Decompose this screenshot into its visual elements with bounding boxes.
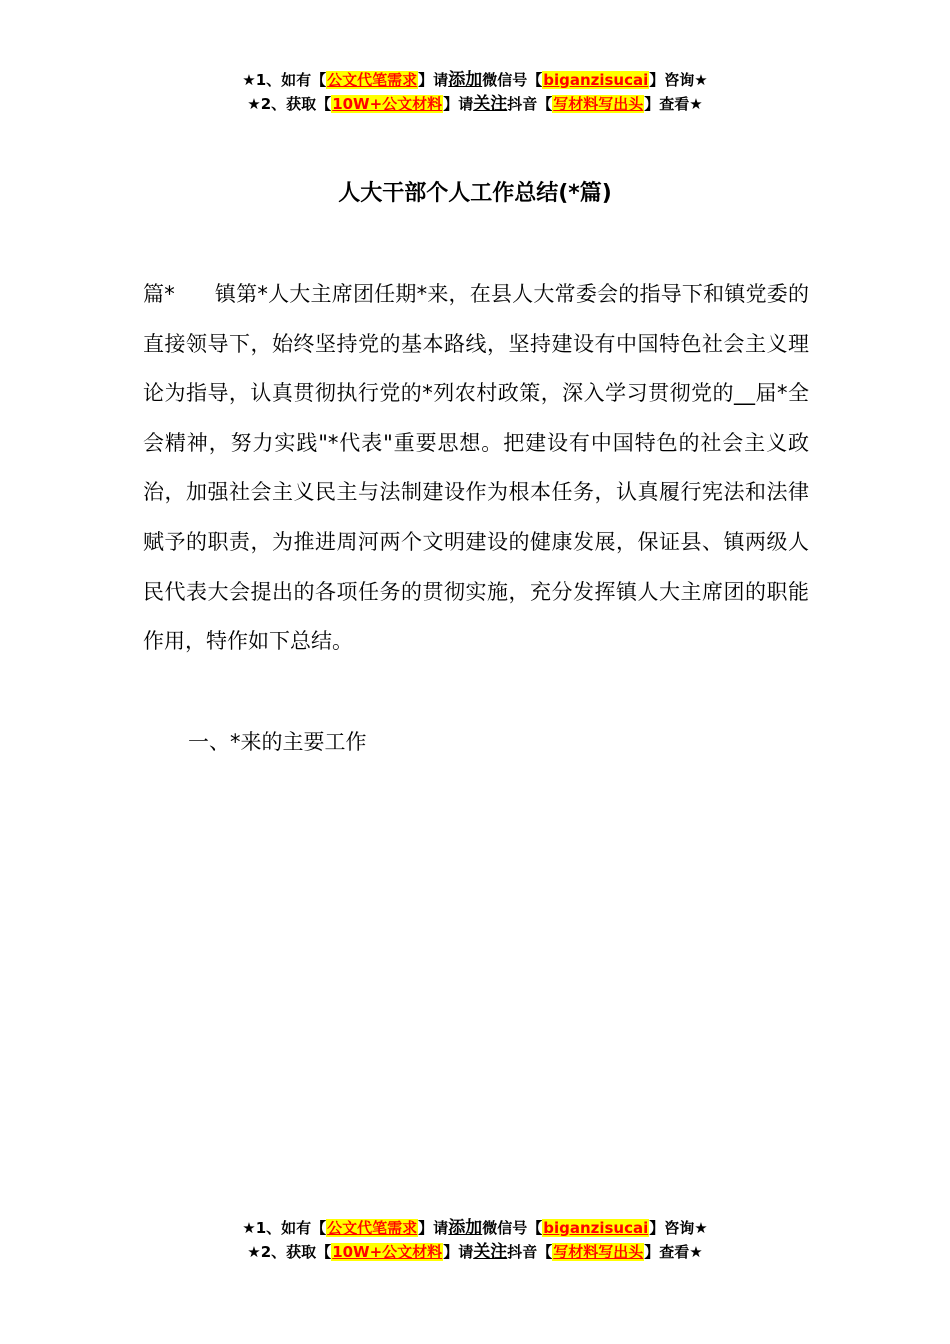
promo-line-2-highlight-materials: 10W+公文材料 (332, 95, 443, 113)
footer-line-2-highlight-materials: 10W+公文材料 (332, 1243, 443, 1261)
footer-line-2-mid: 】请 (443, 1243, 474, 1261)
footer-line-2-mid-2: 抖音【 (507, 1243, 553, 1261)
promo-line-1-highlight-wechat: biganzisucai (543, 71, 649, 89)
promo-line-1 (0, 68, 950, 92)
promo-line-1-prefix: ★1、如有【 (242, 71, 327, 89)
body-paragraph (143, 270, 809, 667)
footer-promo-line-1 (0, 1216, 950, 1240)
footer-line-1-mid-2: 微信号【 (482, 1219, 543, 1237)
footer-promo-line-2 (0, 1240, 950, 1264)
footer-line-1-emphasis: 添加 (448, 1218, 483, 1238)
footer-line-2-highlight-douyin: 写材料写出头 (553, 1243, 644, 1261)
promo-line-2 (0, 92, 950, 116)
lead-label: 篇* (143, 282, 175, 306)
promo-line-1-mid: 】请 (418, 71, 449, 89)
section-heading: 一、*来的主要工作 (188, 730, 367, 754)
footer-line-1-mid: 】请 (418, 1219, 449, 1237)
footer-line-1-highlight-service: 公文代笔需求 (327, 1219, 418, 1237)
promo-line-1-emphasis: 添加 (448, 70, 483, 90)
promo-line-2-mid: 】请 (443, 95, 474, 113)
footer-line-2-prefix: ★2、获取【 (247, 1243, 332, 1261)
paragraph-text: 镇第*人大主席团任期*来，在县人大常委会的指导下和镇党委的直接领导下，始终坚持党的基本路线，坚持建设有中国特色社会主义理论为指导，认真贯彻执行党的*列农村政策，深入学习贯彻党的__届*全会精神，努力实践"*代表"重要思想。把建设有中国特色的社会主义政治，加强社会主义民主与法制建设作为根本任务，认真履行宪法和法律赋予的职责，为推进周河两个文明建设的健康发展，保证县、镇两级人民代表大会提出的各项任务的贯彻实施，充分发挥镇人大主席团的职能作用，特作如下总结。 (143, 282, 809, 654)
promo-line-2-suffix: 】查看★ (644, 95, 703, 113)
header-promo-banner (0, 68, 950, 116)
footer-line-1-prefix: ★1、如有【 (242, 1219, 327, 1237)
promo-line-2-highlight-douyin: 写材料写出头 (553, 95, 644, 113)
promo-line-2-emphasis: 关注 (473, 94, 508, 114)
promo-line-1-suffix: 】咨询★ (649, 71, 708, 89)
footer-line-2-emphasis: 关注 (473, 1242, 508, 1262)
promo-line-2-prefix: ★2、获取【 (247, 95, 332, 113)
promo-line-2-mid-2: 抖音【 (507, 95, 553, 113)
promo-line-1-mid-2: 微信号【 (482, 71, 543, 89)
promo-line-1-highlight-service: 公文代笔需求 (327, 71, 418, 89)
footer-line-1-suffix: 】咨询★ (649, 1219, 708, 1237)
footer-promo-banner (0, 1216, 950, 1264)
footer-line-2-suffix: 】查看★ (644, 1243, 703, 1261)
document-title: 人大干部个人工作总结(*篇) (338, 181, 612, 206)
footer-line-1-highlight-wechat: biganzisucai (543, 1219, 649, 1237)
